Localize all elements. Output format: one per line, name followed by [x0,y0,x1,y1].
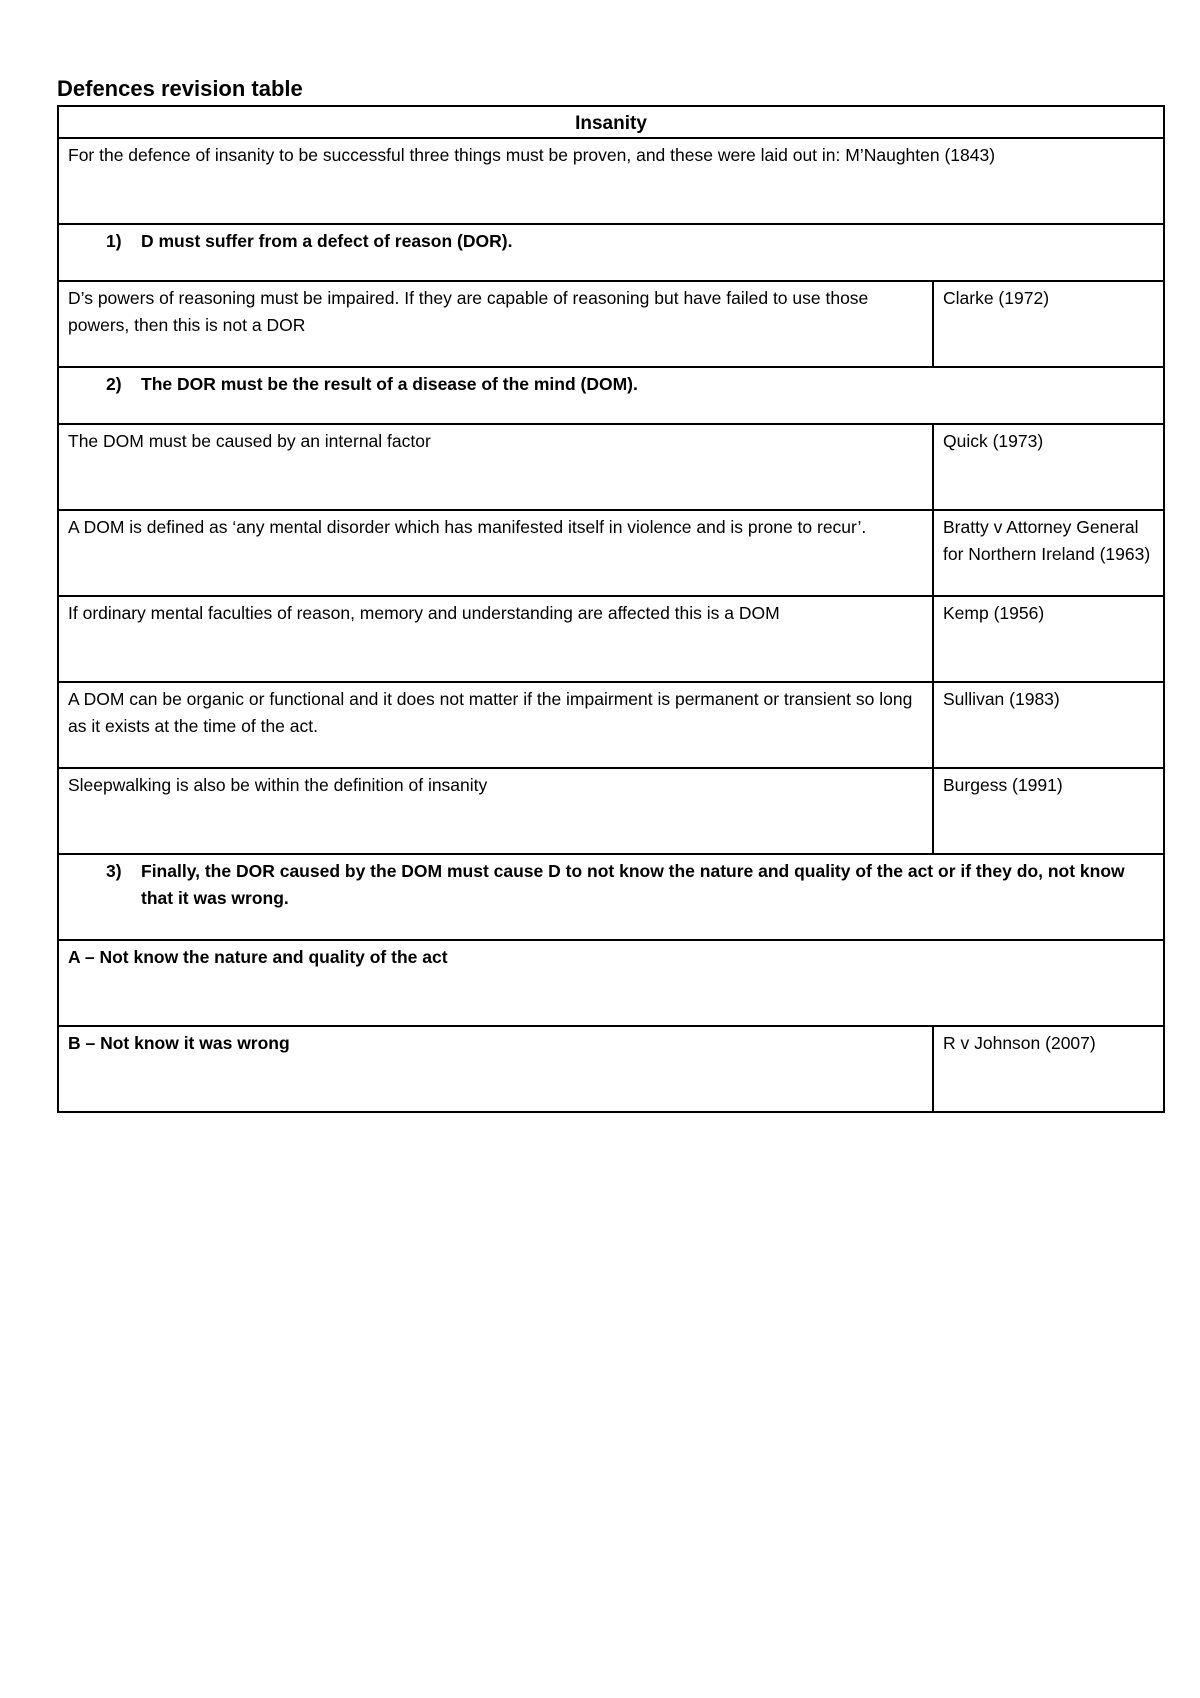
row-case: Quick (1973) [933,424,1164,510]
table-row [58,510,1164,596]
section-heading-row [58,367,1164,424]
row-case: Bratty v Attorney General for Northern Ireland (1963) [933,510,1164,596]
table-row [58,768,1164,854]
part-a-row [58,940,1164,1026]
part-a-text: A – Not know the nature and quality of the act [58,940,1164,1026]
intro-text: For the defence of insanity to be successful three things must be proven, and these were laid out in: M’Naughten (1843) [58,138,1164,224]
row-text: D’s powers of reasoning must be impaired. If they are capable of reasoning but have failed to use those powers, then this is not a DOR [58,281,933,367]
section-heading-cell [58,854,1164,940]
table-row [58,682,1164,768]
section-number: 1) [106,231,122,251]
intro-row [58,138,1164,224]
section-heading: The DOR must be the result of a disease of the mind (DOM). [141,374,638,394]
row-text: A DOM is defined as ‘any mental disorder which has manifested itself in violence and is prone to recur’. [58,510,933,596]
section-heading-row [58,224,1164,281]
table-row [58,281,1164,367]
table-row [58,596,1164,682]
section-heading: Finally, the DOR caused by the DOM must cause D to not know the nature and quality of the act or if they do, not know that it was wrong. [141,861,1125,908]
insanity-revision-table [57,105,1165,1113]
part-b-text: B – Not know it was wrong [58,1026,933,1112]
table-header-row [58,106,1164,138]
section-number: 3) [106,861,122,881]
row-text: The DOM must be caused by an internal factor [58,424,933,510]
section-heading-row [58,854,1164,940]
row-case: Kemp (1956) [933,596,1164,682]
section-heading-cell [58,224,1164,281]
table-row [58,424,1164,510]
row-text: Sleepwalking is also be within the definition of insanity [58,768,933,854]
section-heading: D must suffer from a defect of reason (DOR). [141,231,513,251]
row-case: Sullivan (1983) [933,682,1164,768]
row-text: A DOM can be organic or functional and it does not matter if the impairment is permanent or transient so long as it exists at the time of the act. [58,682,933,768]
section-heading-cell [58,367,1164,424]
row-text: If ordinary mental faculties of reason, memory and understanding are affected this is a DOM [58,596,933,682]
row-case: Clarke (1972) [933,281,1164,367]
part-b-case: R v Johnson (2007) [933,1026,1164,1112]
table-heading: Insanity [58,106,1164,138]
section-number: 2) [106,374,122,394]
document-title: Defences revision table [57,76,303,101]
row-case: Burgess (1991) [933,768,1164,854]
part-b-row [58,1026,1164,1112]
